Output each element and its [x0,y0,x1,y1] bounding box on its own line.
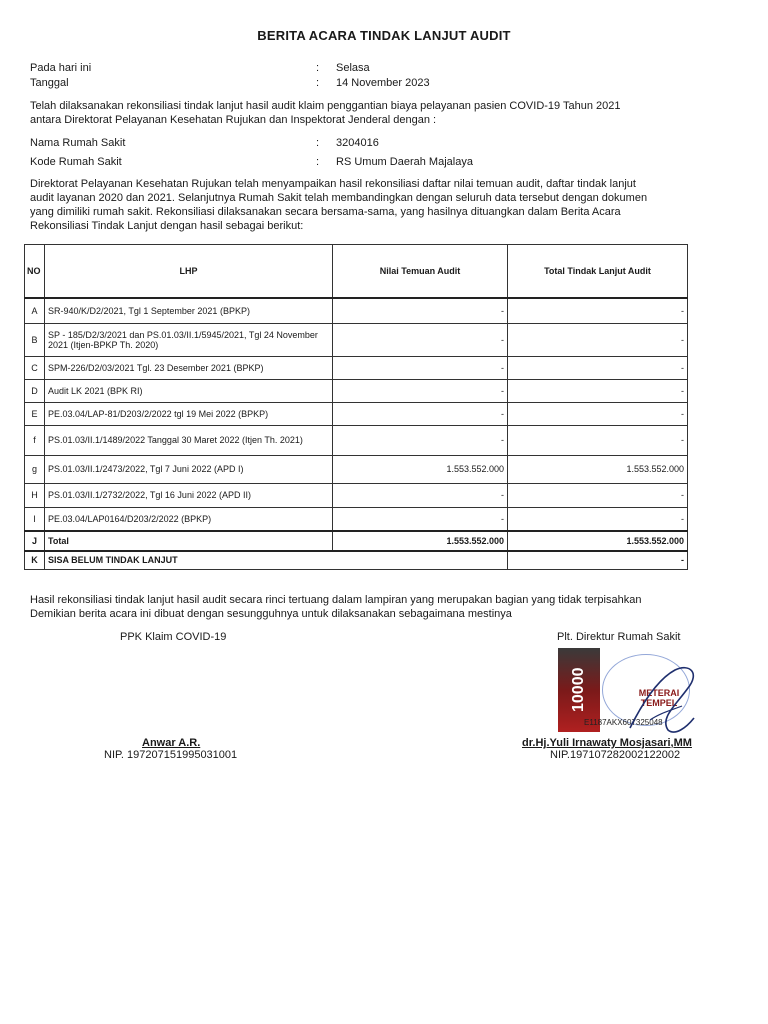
row-no: D [25,379,45,402]
row-temuan: - [333,483,508,507]
header-tindak: Total Tindak Lanjut Audit [508,245,688,299]
colon: : [316,77,320,89]
row-tindak: - [508,551,688,569]
intro-paragraph [30,99,690,127]
row-tindak: 1.553.552.000 [508,531,688,551]
row-tindak: - [508,323,688,356]
row-tindak: - [508,379,688,402]
handwritten-signature-icon [620,658,710,738]
row-no: f [25,425,45,455]
row-temuan: - [333,323,508,356]
row-temuan: - [333,356,508,379]
row-temuan: - [333,379,508,402]
row-lhp: SR-940/K/D2/2021, Tgl 1 September 2021 (BPKP) [45,298,333,323]
stamp-label: METERAI TEMPEL [638,688,680,708]
row-lhp: PS.01.03/II.1/1489/2022 Tanggal 30 Maret 2022 (Itjen Th. 2021) [45,425,333,455]
row-no: I [25,507,45,531]
row-temuan: 1.553.552.000 [333,455,508,483]
left-signer-role: PPK Klaim COVID-19 [120,631,227,643]
row-tindak: - [508,425,688,455]
row-temuan: - [333,298,508,323]
day-label: Pada hari ini [30,62,92,74]
day-value: Selasa [336,62,370,74]
table-header-row [25,245,688,299]
right-signer-name: dr.Hj.Yuli Irnawaty Mosjasari,MM [522,737,692,749]
table-row [25,356,688,379]
table-row [25,483,688,507]
table-remaining-row [25,551,688,569]
colon: : [316,156,320,168]
row-no: C [25,356,45,379]
row-no: E [25,402,45,425]
stamp-code: E1187AKX607325048 [584,718,663,727]
closing-paragraph [30,593,690,621]
closing-line: Hasil rekonsiliasi tindak lanjut hasil audit secara rinci tertuang dalam lampiran yang merupakan bagian yang tidak terpisahkan [30,594,642,606]
table-total-row [25,531,688,551]
left-signer-nip: NIP. 197207151995031001 [104,749,238,761]
page-title: BERITA ACARA TINDAK LANJUT AUDIT [257,28,511,43]
header-no: NO [25,245,45,299]
intro-line: antara Direktorat Pelayanan Kesehatan Rujukan dan Inspektorat Jenderal dengan : [30,114,437,126]
body-line: yang dimiliki rumah sakit. Rekonsiliasi dilaksanakan secara bersama-sama, yang hasilnya dituangkan dalam Berita Acara [30,206,621,218]
header-lhp: LHP [45,245,333,299]
body-paragraph [30,177,690,233]
hospital-name-value: 3204016 [336,137,379,149]
right-signer-role: Plt. Direktur Rumah Sakit [557,631,681,643]
date-label: Tanggal [30,77,69,89]
row-tindak: 1.553.552.000 [508,455,688,483]
audit-table [24,244,688,570]
row-temuan: 1.553.552.000 [333,531,508,551]
row-tindak: - [508,402,688,425]
colon: : [316,137,320,149]
body-line: audit layanan 2020 dan 2021. Selanjutnya Rumah Sakit telah membandingkan dengan seluruh data tersebut dengan dokumen [30,192,648,204]
row-no: B [25,323,45,356]
left-signer-name: Anwar A.R. [142,737,201,749]
row-tindak: - [508,507,688,531]
row-no: A [25,298,45,323]
row-lhp: Audit LK 2021 (BPK RI) [45,379,333,402]
hospital-name-label: Nama Rumah Sakit [30,137,126,149]
row-no: K [25,551,45,569]
closing-line: Demikian berita acara ini dibuat dengan sesungguhnya untuk dilaksanakan sebagaimana mestinya [30,608,512,620]
row-temuan: - [333,507,508,531]
header-temuan: Nilai Temuan Audit [333,245,508,299]
table-row [25,298,688,323]
row-tindak: - [508,356,688,379]
row-lhp: SP - 185/D2/3/2021 dan PS.01.03/II.1/5945/2021, Tgl 24 November 2021 (Itjen-BPKP Th. 2020) [45,323,333,356]
row-temuan: - [333,402,508,425]
right-signer-nip: NIP.197107282002122002 [550,749,681,761]
row-tindak: - [508,298,688,323]
table-row [25,507,688,531]
row-no: H [25,483,45,507]
row-lhp: PS.01.03/II.1/2473/2022, Tgl 7 Juni 2022 (APD I) [45,455,333,483]
body-line: Direktorat Pelayanan Kesehatan Rujukan telah menyampaikan hasil rekonsiliasi daftar nilai temuan audit, daftar tindak lanjut [30,178,636,190]
row-no: g [25,455,45,483]
row-lhp: PE.03.04/LAP-81/D203/2/2022 tgl 19 Mei 2022 (BPKP) [45,402,333,425]
intro-line: Telah dilaksanakan rekonsiliasi tindak lanjut hasil audit klaim penggantian biaya pelayanan pasien COVID-19 Tahun 2021 [30,100,621,112]
row-lhp: SISA BELUM TINDAK LANJUT [45,551,508,569]
stamp-amount: 10000 [558,648,600,732]
table-row [25,379,688,402]
hospital-code-label: Kode Rumah Sakit [30,156,122,168]
row-lhp: Total [45,531,333,551]
row-lhp: SPM-226/D2/03/2021 Tgl. 23 Desember 2021 (BPKP) [45,356,333,379]
table-row [25,425,688,455]
colon: : [316,62,320,74]
row-tindak: - [508,483,688,507]
table-row [25,323,688,356]
row-no: J [25,531,45,551]
date-value: 14 November 2023 [336,77,430,89]
row-lhp: PE.03.04/LAP0164/D203/2/2022 (BPKP) [45,507,333,531]
table-row [25,402,688,425]
hospital-code-value: RS Umum Daerah Majalaya [336,156,473,168]
row-lhp: PS.01.03/II.1/2732/2022, Tgl 16 Juni 2022 (APD II) [45,483,333,507]
table-row [25,455,688,483]
row-temuan: - [333,425,508,455]
body-line: Rekonsiliasi Tindak Lanjut dengan hasil sebagai berikut: [30,220,304,232]
